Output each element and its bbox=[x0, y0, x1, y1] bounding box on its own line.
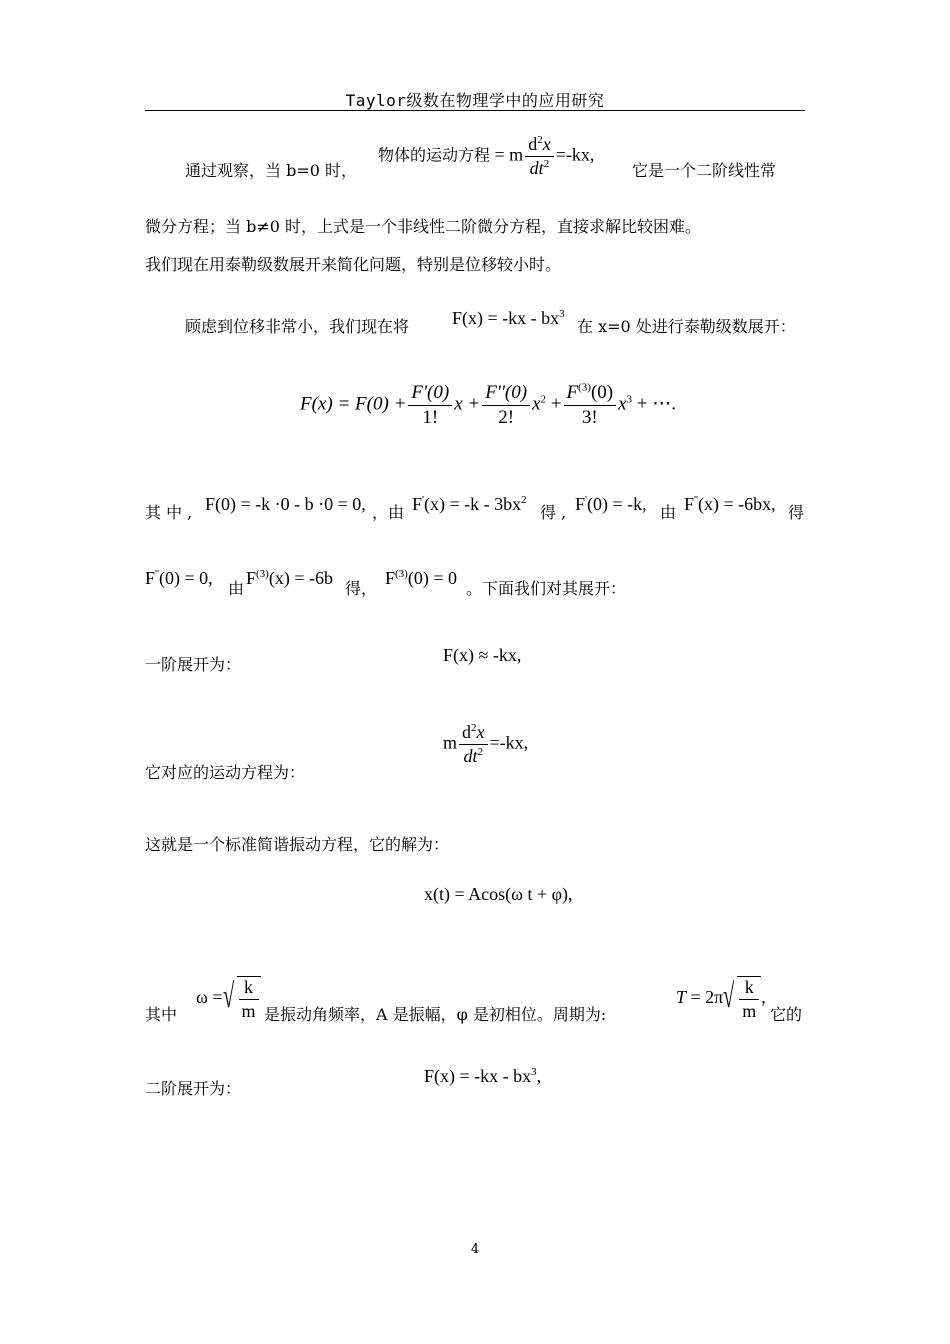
first-derivative: $F'(x) = -k - 3bx^2$ bbox=[412, 494, 527, 514]
second-derivative-fraction: $\frac{d^2x}{dt^2}$ bbox=[525, 134, 554, 178]
third-derivative: $F^{(3)}(x) = -6b$ bbox=[246, 568, 333, 588]
eq-rhs: =-kx, bbox=[555, 144, 595, 165]
para3-d: 由 bbox=[660, 503, 677, 522]
shm-label: 这就是一个标准简谐振动方程，它的解为： bbox=[145, 835, 450, 854]
para3-b: ，由 bbox=[372, 503, 405, 522]
para5-a: 其中 bbox=[145, 1005, 178, 1024]
force-expression: $F(x) = -kx - bx^3$ bbox=[452, 308, 565, 328]
first-order-equation: F(x) ≈ -kx, bbox=[443, 645, 522, 665]
second-order-equation: $F(x) = -kx - bx^3$, bbox=[424, 1066, 542, 1086]
page-number: 4 bbox=[470, 1242, 480, 1257]
para5-b: 是振动角频率，A 是振幅，φ 是初相位。周期为: bbox=[264, 1005, 607, 1024]
period-expression: T = 2π √ $\frac{k}{m}$ , bbox=[676, 977, 766, 1021]
second-order-label: 二阶展开为： bbox=[145, 1079, 242, 1098]
taylor-term-2: $\frac{F''(0)}{2!}$ bbox=[482, 382, 530, 429]
para1-suffix: 它是一个二阶线性常 bbox=[632, 161, 777, 180]
motion-derivative-fraction: $\frac{d^2x}{dt^2}$ bbox=[459, 722, 488, 766]
first-order-motion-equation: m $\frac{d^2x}{dt^2}$ =-kx, bbox=[443, 722, 529, 766]
third-derivative-at-0: $F^{(3)}(0) = 0$ bbox=[385, 568, 457, 588]
para4-b: 得， bbox=[345, 579, 378, 598]
shm-solution: x(t) = Acos(ω t + φ), bbox=[424, 884, 573, 904]
para3-c: 得 , bbox=[540, 503, 567, 522]
para1-line3: 我们现在用泰勒级数展开来简化问题，特别是位移较小时。 bbox=[145, 255, 562, 274]
sqrt-k-over-m: √ $\frac{k}{m}$ bbox=[223, 976, 261, 1021]
motion-label: 它对应的运动方程为： bbox=[145, 763, 306, 782]
para3-a: 其 中 , bbox=[145, 503, 193, 522]
sqrt-k-over-m-period: √ $\frac{k}{m}$ bbox=[723, 976, 761, 1021]
running-header: Taylor级数在物理学中的应用研究 bbox=[345, 91, 605, 110]
second-derivative-at-0: F''(0) = 0, bbox=[145, 568, 213, 588]
para4-c: 。下面我们对其展开： bbox=[466, 579, 627, 598]
eq-mass: m bbox=[509, 144, 524, 165]
para4-a: 由 bbox=[228, 579, 245, 598]
para3-e: 得 bbox=[788, 503, 805, 522]
f0-value: F(0) = -k ·0 - b ·0 = 0, bbox=[205, 494, 366, 514]
first-order-label: 一阶展开为： bbox=[145, 655, 242, 674]
taylor-term-1: $\frac{F'(0)}{1!}$ bbox=[408, 382, 452, 429]
para2-suffix: 在 x=0 处进行泰勒级数展开： bbox=[577, 317, 796, 336]
taylor-term-3: $\frac{F^{(3)}(0)}{3!}$ bbox=[564, 382, 617, 429]
para1-line2: 微分方程；当 b≠0 时，上式是一个非线性二阶微分方程，直接求解比较困难。 bbox=[145, 217, 702, 236]
taylor-expansion: F(x) = F(0) + $\frac{F'(0)}{1!}$ x + $\frac{F''(0)}{2!}$ $x^2$ + $\frac{F^{(3)}(0)}{3!}$ $x^3$ + ⋯. bbox=[300, 381, 676, 428]
header-rule bbox=[145, 110, 805, 111]
motion-equation-inline: 物体的运动方程 = m $\frac{d^2x}{dt^2}$ =-kx, bbox=[378, 134, 595, 178]
first-derivative-at-0: F'(0) = -k, bbox=[575, 494, 647, 514]
equation-label: 物体的运动方程 bbox=[378, 145, 491, 165]
angular-frequency: ω = √ $\frac{k}{m}$ bbox=[196, 976, 261, 1021]
second-derivative: F''(x) = -6bx, bbox=[684, 494, 776, 514]
para1-prefix: 通过观察，当 b=0 时， bbox=[185, 161, 358, 180]
para5-c: 它的 bbox=[770, 1005, 803, 1024]
para2-prefix: 顾虑到位移非常小，我们现在将 bbox=[185, 317, 410, 336]
